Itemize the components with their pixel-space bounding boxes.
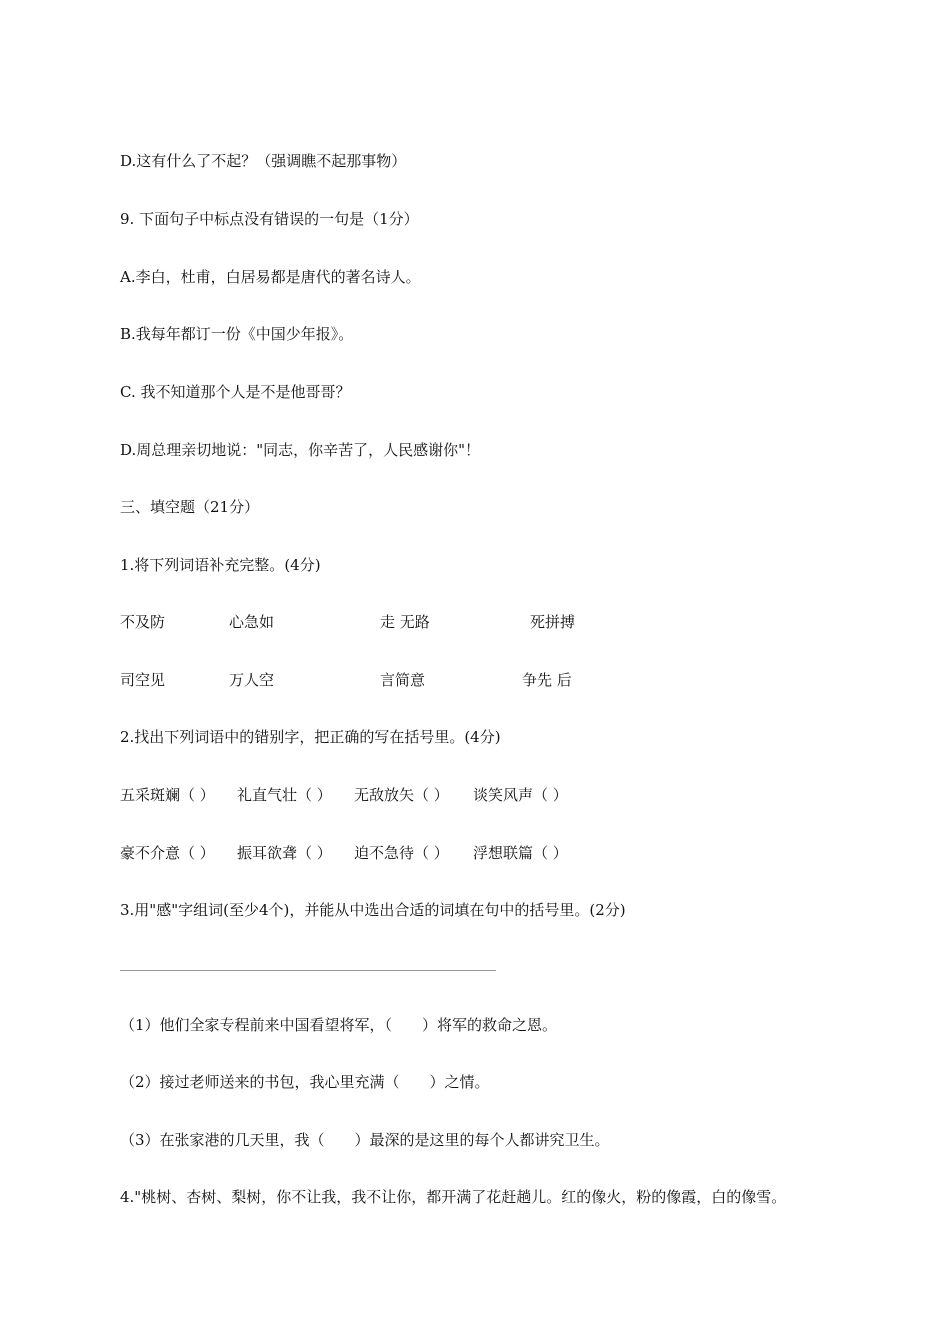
word-item: 不及防: [120, 613, 166, 631]
word-item: 浮想联篇（ ）: [473, 844, 568, 862]
fill2-row: [120, 785, 880, 805]
q9-stem: 9. 下面句子中标点没有错误的一句是（1分）: [120, 210, 419, 228]
q9-option-d: D.周总理亲切地说："同志，你辛苦了，人民感谢你"！: [120, 441, 481, 459]
fill3-stem: 3.用"感"字组词(至少4个)，并能从中选出合适的词填在句中的括号里。(2分): [120, 901, 626, 919]
q8-option-d: D.这有什么了不起？（强调瞧不起那事物）: [120, 152, 407, 170]
word-item: 死拼搏: [530, 613, 576, 631]
section-heading: 三、填空题（21分）: [120, 498, 260, 516]
fill1-stem: 1.将下列词语补充完整。(4分): [120, 556, 321, 574]
fill1-row: [120, 612, 880, 632]
word-item: 言简意: [380, 671, 426, 689]
fill3-sentence-3: （3）在张家港的几天里，我（ ）最深的是这里的每个人都讲究卫生。: [120, 1131, 610, 1149]
fill3-sentence-1: （1）他们全家专程前来中国看望将军，（ ）将军的救命之恩。: [120, 1016, 558, 1034]
fill1-row: [120, 670, 880, 690]
q9-option-c: C. 我不知道那个人是不是他哥哥？: [120, 383, 351, 401]
word-item: 万人空: [229, 671, 275, 689]
q9-option-b: B.我每年都订一份《中国少年报》。: [120, 325, 354, 343]
word-item: 谈笑风声（ ）: [473, 786, 568, 804]
fill2-row: [120, 843, 880, 863]
word-item: 司空见: [120, 671, 166, 689]
word-item: 无敌放矢（ ）: [354, 786, 449, 804]
word-item: 振耳欲聋（ ）: [237, 844, 332, 862]
answer-underline: [120, 970, 496, 971]
word-item: 礼直气壮（ ）: [237, 786, 332, 804]
word-item: 豪不介意（ ）: [120, 844, 215, 862]
q9-option-a: A.李白，杜甫，白居易都是唐代的著名诗人。: [120, 268, 421, 286]
word-item: 迫不急待（ ）: [354, 844, 449, 862]
fill3-sentence-2: （2）接过老师送来的书包，我心里充满（ ）之情。: [120, 1073, 490, 1091]
word-item: 走 无路: [380, 613, 430, 631]
word-item: 五采斑斓（ ）: [120, 786, 215, 804]
word-item: 争先 后: [522, 671, 572, 689]
word-item: 心急如: [229, 613, 275, 631]
fill2-stem: 2.找出下列词语中的错别字，把正确的写在括号里。(4分): [120, 728, 501, 746]
fill4-stem: 4."桃树、杏树、梨树，你不让我，我不让你，都开满了花赶趟儿。红的像火，粉的像霞，白的像雪。: [120, 1188, 787, 1206]
